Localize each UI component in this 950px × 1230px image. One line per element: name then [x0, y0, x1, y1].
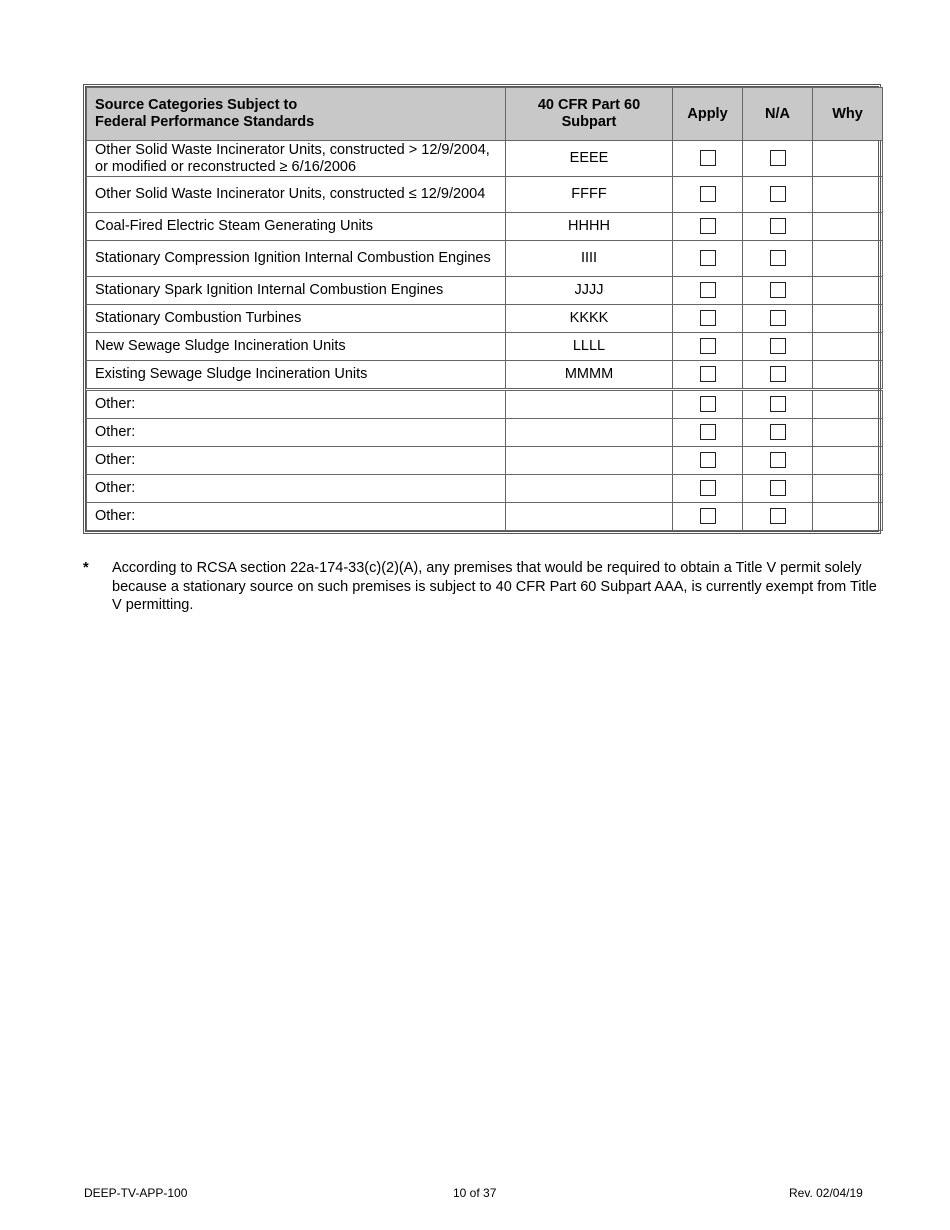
source-category-cell: New Sewage Sludge Incineration Units: [87, 333, 506, 361]
footer-page-number: 10 of 37: [453, 1186, 497, 1200]
header-category-line2: Federal Performance Standards: [95, 114, 315, 130]
table-header-row: [87, 88, 883, 141]
table-row: [87, 475, 883, 503]
apply-cell: [673, 241, 743, 277]
na-cell: [743, 333, 813, 361]
apply-cell: [673, 213, 743, 241]
header-why: Why: [813, 88, 883, 141]
footer-form-id: DEEP-TV-APP-100: [84, 1186, 188, 1200]
subpart-cell: FFFF: [506, 177, 673, 213]
na-cell: [743, 390, 813, 419]
subpart-cell: EEEE: [506, 141, 673, 177]
why-cell[interactable]: [813, 503, 883, 531]
apply-checkbox[interactable]: [700, 250, 716, 266]
header-source-categories: [87, 88, 506, 141]
table-row: [87, 177, 883, 213]
subpart-cell: MMMM: [506, 361, 673, 390]
na-checkbox[interactable]: [770, 250, 786, 266]
header-apply: Apply: [673, 88, 743, 141]
apply-checkbox[interactable]: [700, 310, 716, 326]
subpart-cell: HHHH: [506, 213, 673, 241]
apply-cell: [673, 447, 743, 475]
na-cell: [743, 361, 813, 390]
apply-checkbox[interactable]: [700, 338, 716, 354]
why-cell[interactable]: [813, 305, 883, 333]
source-category-cell: Other:: [87, 390, 506, 419]
apply-cell: [673, 177, 743, 213]
why-cell[interactable]: [813, 475, 883, 503]
header-subpart-line2: Subpart: [561, 114, 617, 130]
header-cfr-subpart: [506, 88, 673, 141]
apply-checkbox[interactable]: [700, 508, 716, 524]
header-subpart-line1: 40 CFR Part 60: [537, 97, 641, 113]
why-cell[interactable]: [813, 141, 883, 177]
table-row: [87, 141, 883, 177]
table-row: [87, 361, 883, 390]
why-cell[interactable]: [813, 213, 883, 241]
na-checkbox[interactable]: [770, 310, 786, 326]
apply-checkbox[interactable]: [700, 396, 716, 412]
source-category-cell: Other Solid Waste Incinerator Units, constructed ≤ 12/9/2004: [87, 177, 506, 213]
source-category-cell: Existing Sewage Sludge Incineration Units: [87, 361, 506, 390]
source-category-cell: Other Solid Waste Incinerator Units, constructed > 12/9/2004, or modified or reconstructed ≥ 6/16/2006: [87, 141, 506, 177]
apply-cell: [673, 475, 743, 503]
source-category-cell: Other:: [87, 419, 506, 447]
apply-cell: [673, 390, 743, 419]
table-row: [87, 447, 883, 475]
table-row: [87, 305, 883, 333]
na-checkbox[interactable]: [770, 452, 786, 468]
nsps-table-frame: [83, 84, 881, 534]
apply-cell: [673, 333, 743, 361]
apply-checkbox[interactable]: [700, 366, 716, 382]
subpart-cell: IIII: [506, 241, 673, 277]
apply-checkbox[interactable]: [700, 186, 716, 202]
na-checkbox[interactable]: [770, 282, 786, 298]
apply-cell: [673, 361, 743, 390]
na-cell: [743, 177, 813, 213]
source-category-cell: Other:: [87, 475, 506, 503]
why-cell[interactable]: [813, 361, 883, 390]
source-category-cell: Stationary Spark Ignition Internal Combustion Engines: [87, 277, 506, 305]
apply-checkbox[interactable]: [700, 452, 716, 468]
na-cell: [743, 241, 813, 277]
na-cell: [743, 447, 813, 475]
nsps-source-categories-table: [86, 87, 883, 531]
footer-revision: Rev. 02/04/19: [789, 1186, 863, 1200]
footnote: [83, 559, 883, 615]
header-na: N/A: [743, 88, 813, 141]
na-cell: [743, 141, 813, 177]
table-row: [87, 419, 883, 447]
na-checkbox[interactable]: [770, 366, 786, 382]
source-category-cell: Stationary Compression Ignition Internal Combustion Engines: [87, 241, 506, 277]
source-category-cell: Other:: [87, 447, 506, 475]
subpart-cell: KKKK: [506, 305, 673, 333]
why-cell[interactable]: [813, 333, 883, 361]
subpart-cell: [506, 503, 673, 531]
na-checkbox[interactable]: [770, 186, 786, 202]
footnote-marker: *: [83, 560, 89, 576]
na-cell: [743, 503, 813, 531]
subpart-cell: JJJJ: [506, 277, 673, 305]
why-cell[interactable]: [813, 241, 883, 277]
table-row: [87, 503, 883, 531]
table-row: [87, 390, 883, 419]
why-cell[interactable]: [813, 277, 883, 305]
apply-checkbox[interactable]: [700, 218, 716, 234]
apply-cell: [673, 503, 743, 531]
na-cell: [743, 277, 813, 305]
na-checkbox[interactable]: [770, 218, 786, 234]
na-checkbox[interactable]: [770, 150, 786, 166]
na-checkbox[interactable]: [770, 396, 786, 412]
na-checkbox[interactable]: [770, 338, 786, 354]
table-row: [87, 213, 883, 241]
table-row: [87, 277, 883, 305]
na-cell: [743, 305, 813, 333]
na-checkbox[interactable]: [770, 424, 786, 440]
why-cell[interactable]: [813, 390, 883, 419]
table-row: [87, 241, 883, 277]
apply-cell: [673, 277, 743, 305]
apply-cell: [673, 141, 743, 177]
source-category-cell: Other:: [87, 503, 506, 531]
table-row: [87, 333, 883, 361]
apply-cell: [673, 419, 743, 447]
table-body: [87, 141, 883, 531]
subpart-cell: [506, 390, 673, 419]
source-category-cell: Coal-Fired Electric Steam Generating Units: [87, 213, 506, 241]
na-cell: [743, 213, 813, 241]
apply-checkbox[interactable]: [700, 424, 716, 440]
why-cell[interactable]: [813, 177, 883, 213]
header-category-line1: Source Categories Subject to: [95, 97, 298, 113]
subpart-cell: [506, 475, 673, 503]
footnote-text: According to RCSA section 22a-174-33(c)(2)(A), any premises that would be required to obtain a Title V permit solely because a stationary source on such premises is subject to 40 CFR Part 60 Subpart AAA, is currently exempt from Title V permitting.: [112, 560, 877, 613]
apply-cell: [673, 305, 743, 333]
na-cell: [743, 475, 813, 503]
na-checkbox[interactable]: [770, 480, 786, 496]
apply-checkbox[interactable]: [700, 480, 716, 496]
apply-checkbox[interactable]: [700, 150, 716, 166]
na-cell: [743, 419, 813, 447]
subpart-cell: LLLL: [506, 333, 673, 361]
subpart-cell: [506, 447, 673, 475]
na-checkbox[interactable]: [770, 508, 786, 524]
subpart-cell: [506, 419, 673, 447]
why-cell[interactable]: [813, 419, 883, 447]
apply-checkbox[interactable]: [700, 282, 716, 298]
source-category-cell: Stationary Combustion Turbines: [87, 305, 506, 333]
why-cell[interactable]: [813, 447, 883, 475]
